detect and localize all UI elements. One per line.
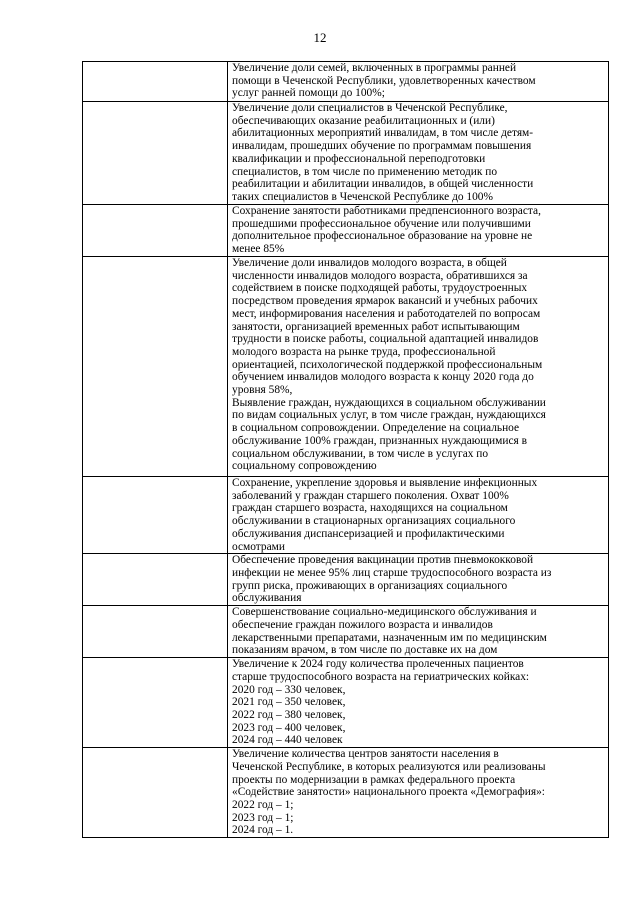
table-row	[83, 748, 609, 838]
table-row	[83, 554, 609, 606]
cell-text: Увеличение доли инвалидов молодого возраста, в общей численности инвалидов молодого возраста, обратившихся за содействием в поиске подходящей работы, трудоустроенных посредством проведения ярмарок вакансий и учебных рабочих мест, информирования населения и работодателей по вопросам занятости, организацией временных работ испытывающим трудности в поиске работы, социальной адаптацией инвалидов молодого возраста на рынке труда, профессиональной ориентацией, психологической поддержкой профессиональным обучением инвалидов молодого возраста к концу 2020 года до уровня 58%, Выявление граждан, нуждающихся в социальном обслуживании по видам социальных услуг, в том числе граждан, нуждающихся в социальном сопровождении. Определение на социальное обслуживание 100% граждан, признанных нуждающимися в социальном обслуживании, в том числе в услугах по социальному сопровождению	[232, 257, 546, 473]
cell-line: 2022 год – 1;	[232, 799, 294, 812]
cell-line: старше трудоспособного возраста на гериатрических койках:	[232, 670, 530, 683]
table-row	[83, 102, 609, 205]
cell-line: 2020 год – 330 человек,	[232, 683, 346, 696]
table-cell-left	[83, 658, 228, 748]
cell-text	[232, 748, 605, 837]
table-cell-right	[228, 748, 609, 838]
table-row	[83, 606, 609, 658]
cell-line: проекты по модернизации в рамках федерального проекта	[232, 773, 516, 786]
table-cell-left	[83, 205, 228, 257]
table-cell-left	[83, 477, 228, 554]
table-row	[83, 205, 609, 257]
cell-text: Сохранение, укрепление здоровья и выявление инфекционных заболеваний у граждан старшего поколения. Охват 100% граждан старшего возраста, находящихся на социальном обслуживании в стационарных организациях социального обслуживания диспансеризацией и профилактическими осмотрами	[232, 477, 538, 553]
table-cell-left	[83, 62, 228, 102]
page-number: 12	[313, 30, 327, 45]
table-cell-left	[83, 606, 228, 658]
table-cell-left	[83, 102, 228, 205]
table-row	[83, 477, 609, 554]
table-cell-left	[83, 257, 228, 477]
cell-line: «Содействие занятости» национального проекта «Демография»:	[232, 786, 545, 799]
cell-text: Увеличение доли специалистов в Чеченской Республике, обеспечивающих оказание реабилитационных и (или) абилитационных мероприятий инвалидам, в том числе детям- инвалидам, прошедших обучение по программам повышения квалификации и профессиональной переподготовки специалистов, в том числе по применению методик по реабилитации и абилитации инвалидов, в общей численности таких специалистов в Чеченской Республике до 100%	[232, 102, 534, 203]
cell-text: Обеспечение проведения вакцинации против пневмококковой инфекции не менее 95% лиц старше трудоспособного возраста из групп риска, проживающих в организациях социального обслуживания	[232, 554, 552, 605]
document-table	[82, 61, 609, 838]
cell-line: 2023 год – 400 человек,	[232, 721, 346, 734]
table-cell-left	[83, 748, 228, 838]
cell-line: 2022 год – 380 человек,	[232, 709, 346, 722]
cell-text: Совершенствование социально-медицинского обслуживания и обеспечение граждан пожилого возраста и инвалидов лекарственными препаратами, назначенным им по медицинским показаниям врачом, в том числе по доставке их на дом	[232, 606, 547, 657]
table-row	[83, 62, 609, 102]
table-cell-left	[83, 554, 228, 606]
table-cell-right	[228, 477, 609, 554]
table-cell-right	[228, 62, 609, 102]
table-cell-right	[228, 554, 609, 606]
cell-line: Увеличение к 2024 году количества пролеченных пациентов	[232, 658, 524, 671]
table-cell-right	[228, 658, 609, 748]
cell-text: Увеличение доли семей, включенных в программы ранней помощи в Чеченской Республики, удовлетворенных качеством услуг ранней помощи до 100%;	[232, 62, 536, 100]
cell-line: 2024 год – 1.	[232, 824, 294, 837]
table-cell-right	[228, 205, 609, 257]
table-row	[83, 658, 609, 748]
table-body	[83, 62, 609, 838]
table-row	[83, 257, 609, 477]
cell-line: 2023 год – 1;	[232, 811, 294, 824]
cell-line: Чеченской Республике, в которых реализуются или реализованы	[232, 760, 546, 773]
cell-line: Увеличение количества центров занятости населения в	[232, 748, 499, 761]
table-cell-right	[228, 257, 609, 477]
cell-line: 2024 год – 440 человек	[232, 734, 343, 747]
table-cell-right	[228, 102, 609, 205]
table-cell-right	[228, 606, 609, 658]
cell-text	[232, 658, 605, 747]
cell-line: 2021 год – 350 человек,	[232, 696, 346, 709]
cell-text: Сохранение занятости работниками предпенсионного возраста, прошедшими профессиональное обучение или получившими дополнительное профессиональное образование на уровне не менее 85%	[232, 205, 541, 256]
